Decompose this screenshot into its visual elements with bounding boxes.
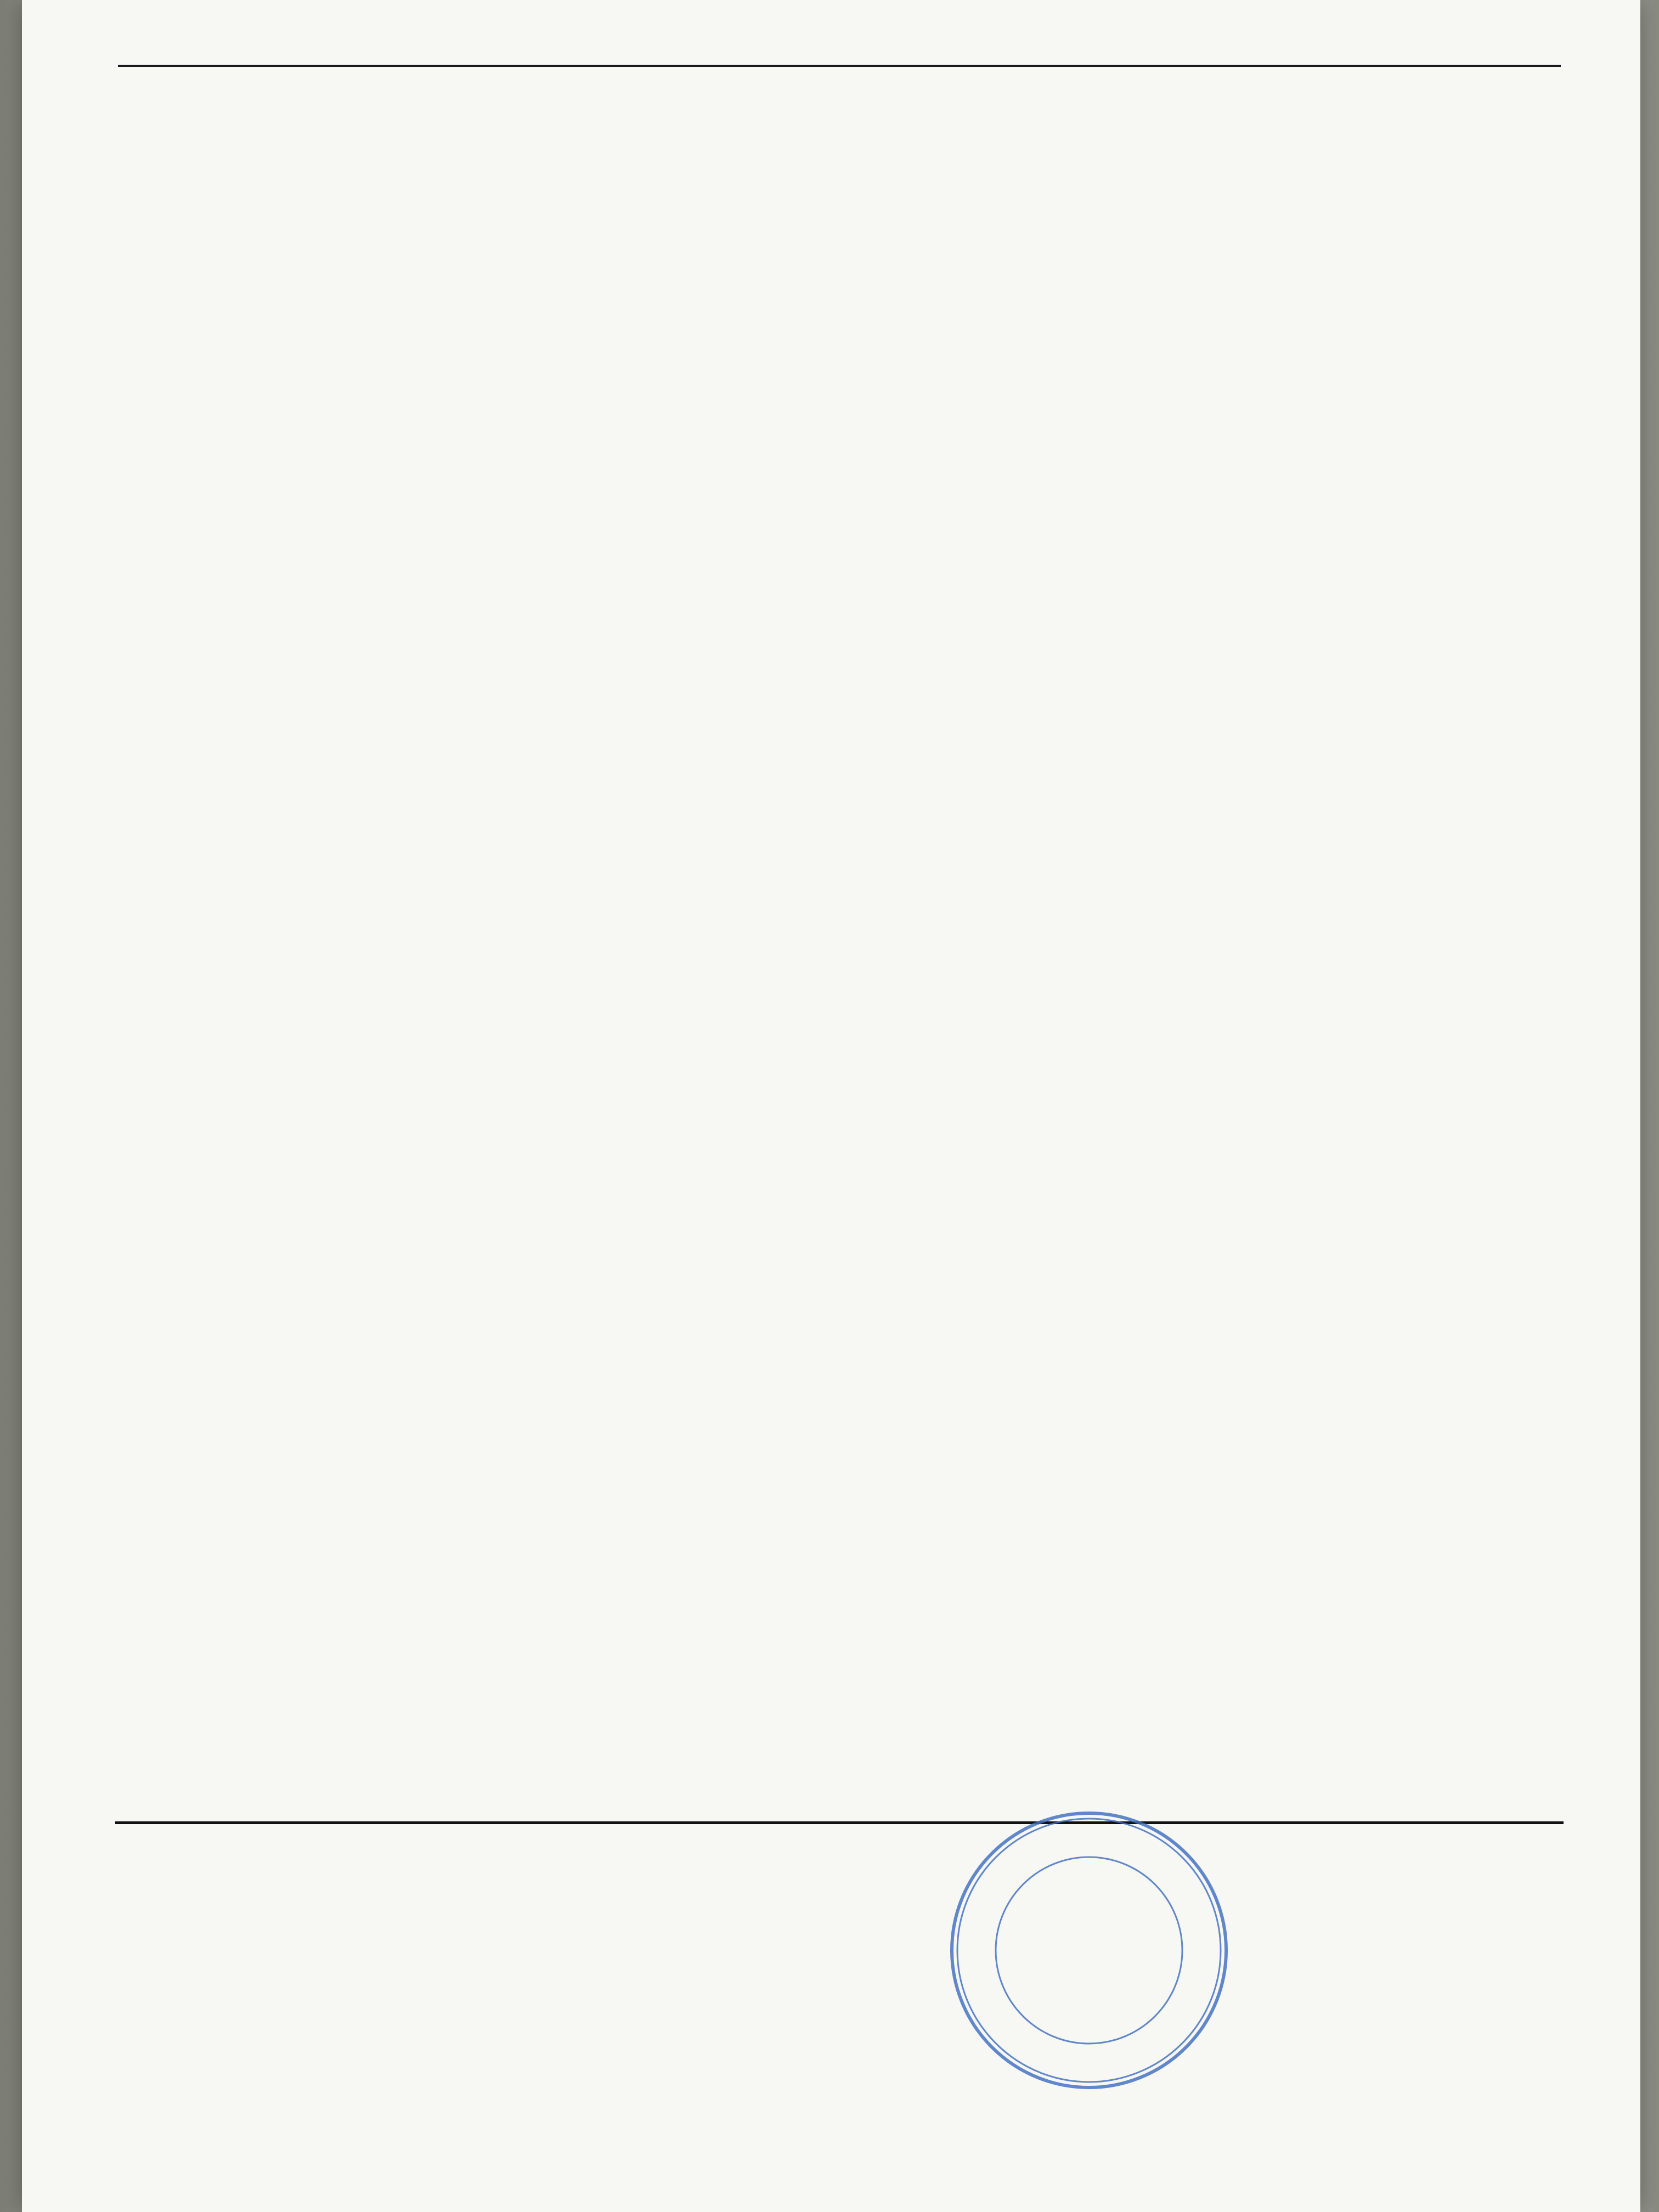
invoice-table: [118, 65, 1561, 67]
clinic-stamp: [944, 1805, 1234, 2096]
note-section: [118, 1970, 1566, 1991]
grand-totals: [115, 1821, 1564, 1824]
document-page: [22, 0, 1640, 2212]
